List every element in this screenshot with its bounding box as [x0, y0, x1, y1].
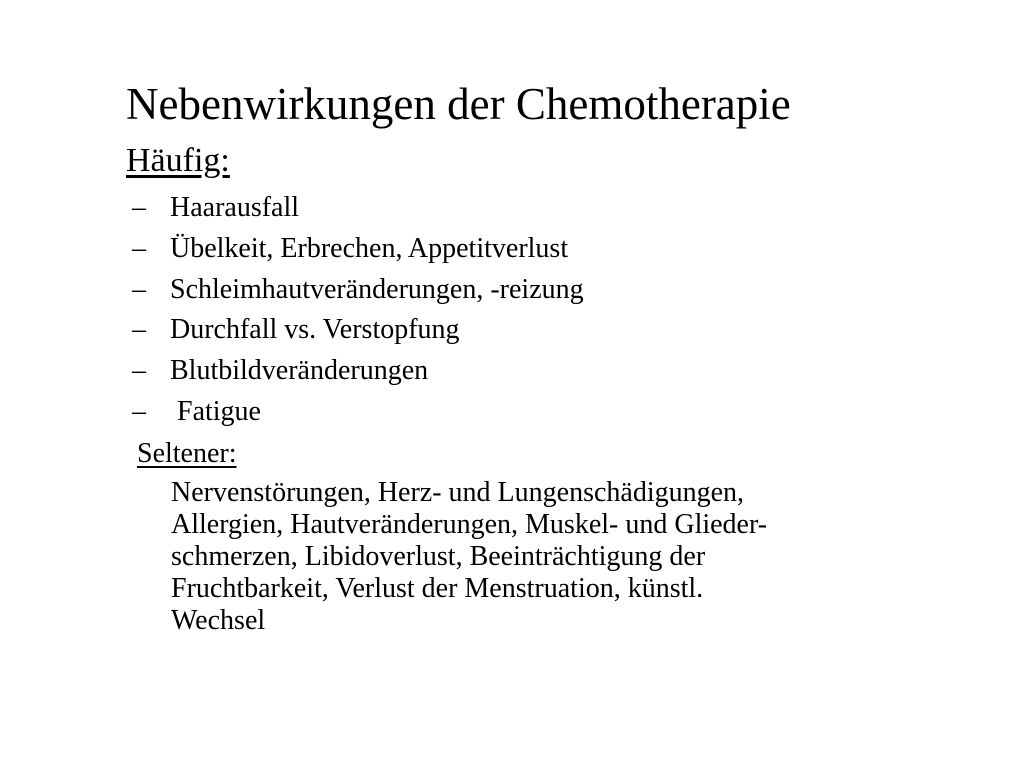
paragraph-line: Fruchtbarkeit, Verlust der Menstruation, künstl. [171, 573, 704, 604]
list-item-text: Durchfall vs. Verstopfung [170, 314, 460, 346]
list-item [126, 392, 584, 433]
paragraph-line: Nervenstörungen, Herz- und Lungenschädigungen, [171, 477, 745, 508]
list-item-text: Schleimhautveränderungen, -reizung [170, 273, 584, 305]
slide-title: Nebenwirkungen der Chemotherapie [126, 79, 791, 129]
common-side-effects-heading: Häufig: [126, 142, 230, 179]
paragraph-line: schmerzen, Libidoverlust, Beeinträchtigung der [171, 541, 706, 572]
list-item-text: Blutbildveränderungen [170, 355, 429, 387]
dash-bullet: – [132, 192, 146, 223]
dash-bullet: – [132, 232, 146, 264]
list-item-text: Fatigue [177, 395, 261, 427]
list-item [126, 310, 584, 351]
list-item [126, 351, 584, 392]
list-item [126, 188, 584, 229]
paragraph-line: Allergien, Hautveränderungen, Muskel- und Glieder- [171, 509, 768, 540]
dash-bullet: – [132, 395, 146, 427]
dash-bullet: – [132, 314, 146, 346]
dash-bullet: – [132, 355, 146, 387]
list-item [126, 229, 584, 270]
common-side-effects-list [126, 188, 584, 433]
list-item [126, 270, 584, 311]
rare-side-effects-paragraph [171, 477, 911, 637]
rare-side-effects-heading: Seltener: [137, 438, 237, 469]
list-item-text: Übelkeit, Erbrechen, Appetitverlust [170, 232, 569, 264]
paragraph-line: Wechsel [171, 605, 266, 636]
dash-bullet: – [132, 273, 146, 305]
list-item-text: Haarausfall [170, 192, 300, 223]
